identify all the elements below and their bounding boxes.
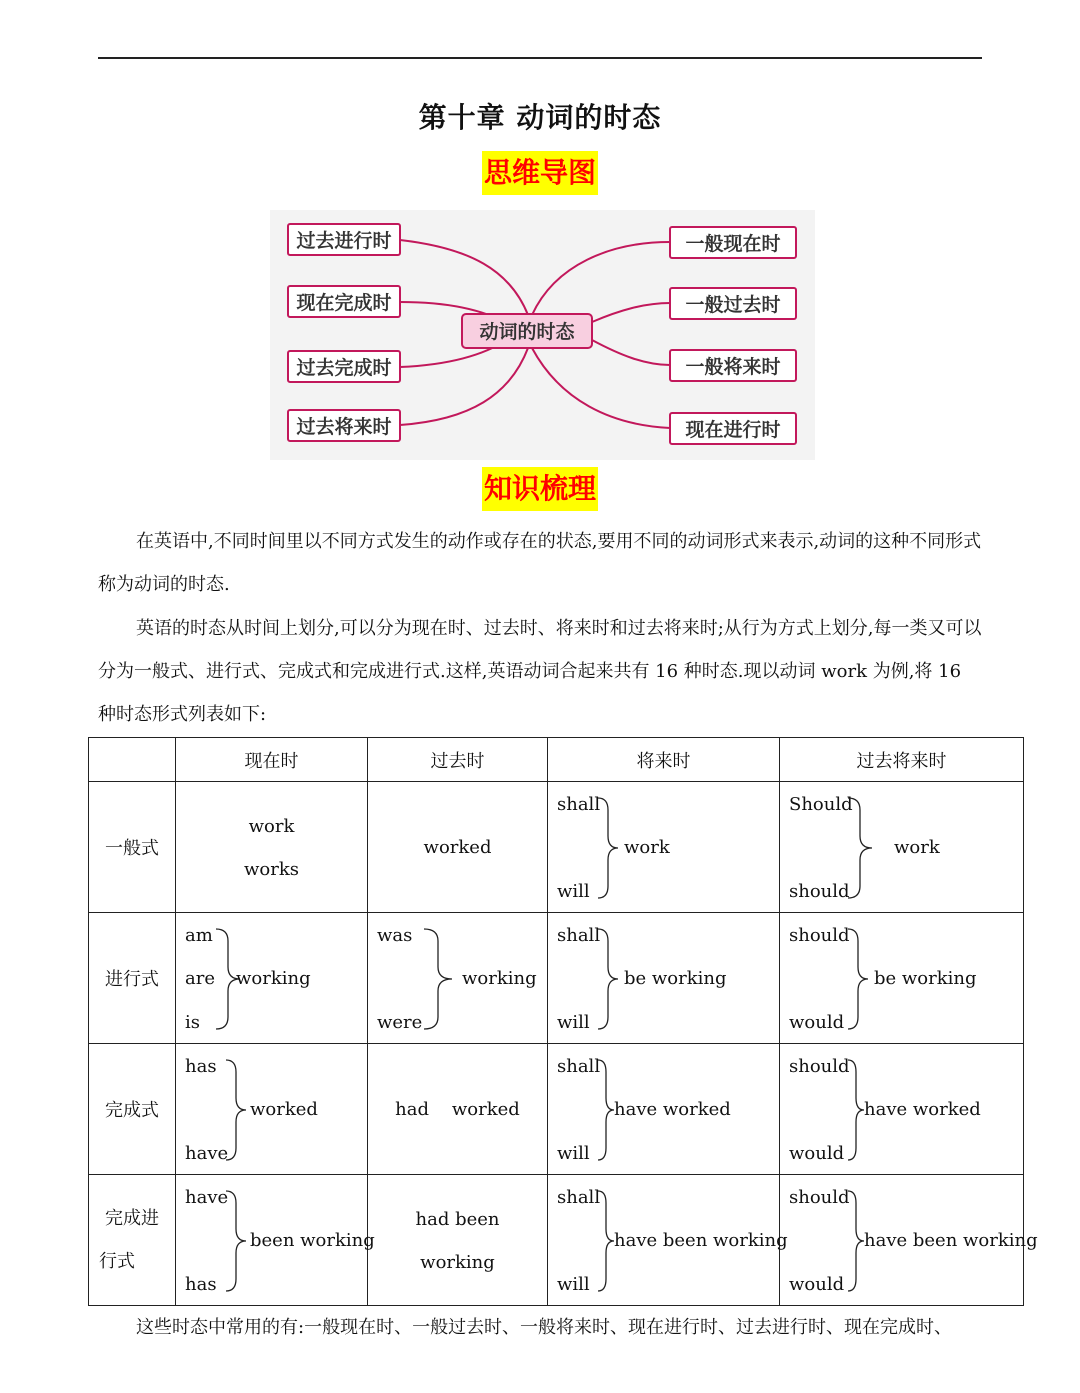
mindmap-node: 过去将来时 <box>296 416 392 438</box>
row-label-line: 完成进 <box>105 1208 159 1229</box>
cell-text: had been <box>415 1209 500 1230</box>
mindmap-node: 过去完成时 <box>296 357 392 379</box>
brace-icon <box>846 927 876 1027</box>
cell-text: am <box>185 925 213 946</box>
cell-text: worked <box>250 1099 318 1120</box>
row-label-cell <box>89 1175 176 1306</box>
column-header: 将来时 <box>548 738 780 782</box>
cell-text: work <box>624 837 670 858</box>
cell-text: been working <box>250 1230 375 1251</box>
column-header: 过去时 <box>368 738 548 782</box>
cell-text: working <box>420 1252 495 1273</box>
cell-text: works <box>244 859 299 880</box>
cell-text: will <box>557 1143 590 1164</box>
chapter-title: 第十章 动词的时态 <box>418 101 662 134</box>
cell-text: have been working <box>864 1230 1038 1251</box>
mindmap-node: 一般过去时 <box>685 294 781 316</box>
cell-text: shall <box>557 794 601 815</box>
section-title-mindmap: 思维导图 <box>482 151 598 195</box>
row-label: 完成式 <box>89 1044 176 1175</box>
mindmap-node: 过去进行时 <box>296 230 392 252</box>
paragraph-classification: 英语的时态从时间上划分,可以分为现在时、过去时、将来时和过去将来时;从行为方式上划分,每一类又可以分为一般式、进行式、完成式和完成进行式.这样,英语动词合起来共有 16 种时态.现以动词 work 为例,将 16 种时态形式列表如下: <box>98 618 982 725</box>
mindmap-node: 现在完成时 <box>296 292 392 314</box>
cell-text: had worked <box>395 1099 520 1120</box>
cell-text: are <box>185 968 215 989</box>
brace-icon <box>422 927 462 1027</box>
brace-icon <box>846 796 876 896</box>
cell-text: will <box>557 1012 590 1033</box>
cell-text: has <box>185 1274 217 1295</box>
table-row <box>89 913 1024 1044</box>
cell-text: should <box>789 1056 850 1077</box>
cell-text: would <box>789 1274 845 1295</box>
cell-text: would <box>789 1143 845 1164</box>
table-row <box>89 782 1024 913</box>
cell-text: Should <box>789 794 853 815</box>
cell-text: working <box>236 968 311 989</box>
header-rule <box>98 57 982 59</box>
brace-icon <box>596 796 626 896</box>
cell-text: should <box>789 1187 850 1208</box>
row-label-line: 行式 <box>99 1251 135 1272</box>
cell-text: be working <box>624 968 727 989</box>
mindmap-center-node: 动词的时态 <box>479 321 575 343</box>
paragraph-common-tenses: 这些时态中常用的有:一般现在时、一般过去时、一般将来时、现在进行时、过去进行时、现在完成时、 <box>136 1317 953 1338</box>
column-header: 现在时 <box>176 738 368 782</box>
mindmap-node: 一般现在时 <box>685 233 781 255</box>
column-header: 过去将来时 <box>780 738 1024 782</box>
cell-text: was <box>377 925 413 946</box>
cell-text: has <box>185 1056 217 1077</box>
paragraph-intro: 在英语中,不同时间里以不同方式发生的动作或存在的状态,要用不同的动词形式来表示,动词的这种不同形式称为动词的时态. <box>98 531 982 595</box>
cell-text: have worked <box>864 1099 981 1120</box>
cell-text: have <box>185 1143 229 1164</box>
cell-text: work <box>248 816 295 837</box>
table-header-row <box>89 738 1024 782</box>
cell-text: is <box>185 1012 200 1033</box>
cell-text: shall <box>557 1187 601 1208</box>
table-row <box>89 1175 1024 1306</box>
mindmap-node: 一般将来时 <box>685 356 781 378</box>
brace-icon <box>596 927 626 1027</box>
mindmap-node: 现在进行时 <box>685 419 781 441</box>
cell-text: should <box>789 881 850 902</box>
cell-text: work <box>894 837 940 858</box>
cell-text: have worked <box>614 1099 731 1120</box>
row-label: 一般式 <box>89 782 176 913</box>
row-label: 进行式 <box>89 913 176 1044</box>
table-row <box>89 1044 1024 1175</box>
table-corner-cell <box>89 738 176 782</box>
cell-text: would <box>789 1012 845 1033</box>
cell-text: should <box>789 925 850 946</box>
cell-text: worked <box>423 837 492 858</box>
cell-text: will <box>557 1274 590 1295</box>
cell-text: be working <box>874 968 977 989</box>
cell-text: working <box>462 968 537 989</box>
cell-text: were <box>377 1012 423 1033</box>
cell-text: have been working <box>614 1230 788 1251</box>
cell-text: shall <box>557 925 601 946</box>
cell-text: have <box>185 1187 229 1208</box>
tense-table <box>88 737 1038 1306</box>
mindmap-diagram <box>270 210 815 460</box>
section-title-knowledge: 知识梳理 <box>482 467 598 511</box>
cell-text: shall <box>557 1056 601 1077</box>
cell-text: will <box>557 881 590 902</box>
